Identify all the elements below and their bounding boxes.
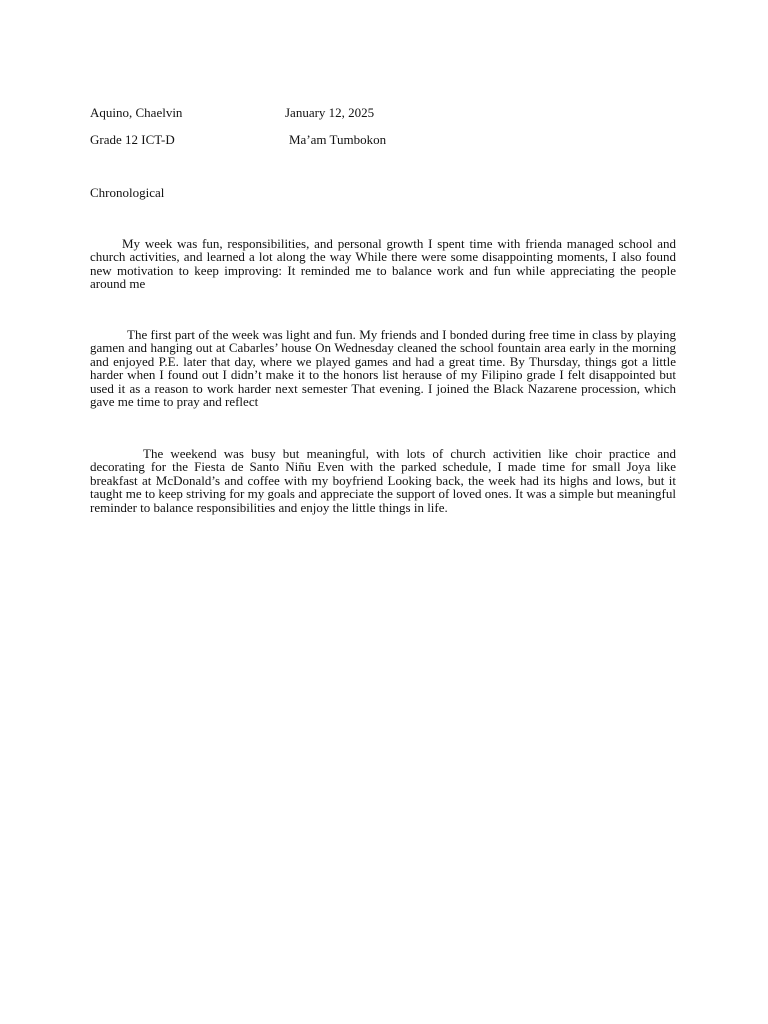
- paragraph-weekend: The weekend was busy but meaningful, with lots of church activitien like choir practice and decorating for the Fiesta de Santo Niñu Even with the parked schedule, I made time for small Joya like breakfast at McDonald’s and coffee with my boyfriend Looking back, the week had its highs and lows, but it taught me to keep striving for my goals and appreciate the support of loved ones. It was a simple but meaningful reminder to balance responsibilities and enjoy the little things in life.: [90, 446, 676, 515]
- paragraph-weekdays: The first part of the week was light and fun. My friends and I bonded during free time in class by playing gamen and hanging out at Cabarles’ house On Wednesday cleaned the school fountain area early in the morning and enjoyed P.E. later that day, where we played games and had a great time. By Thursday, things got a little harder when I found out I didn’t make it to the honors list herause of my Filipino grade I felt disappointed but used it as a reason to work harder next semester That evening. I joined the Black Nazarene procession, which gave me time to pray and reflect: [90, 327, 676, 410]
- student-name: Aquino, Chaelvin: [90, 105, 183, 120]
- document-date: January 12, 2025: [285, 105, 375, 120]
- grade-section: Grade 12 ICT-D: [90, 132, 175, 147]
- paragraph-intro: My week was fun, responsibilities, and personal growth I spent time with frienda managed school and church activities, and learned a lot along the way While there were some disappointing moments, I also found new motivation to keep improving: It reminded me to balance work and fun while appreciating the people around me: [90, 236, 676, 292]
- essay-heading: Chronological: [90, 185, 165, 200]
- teacher-name: Ma’am Tumbokon: [289, 132, 387, 147]
